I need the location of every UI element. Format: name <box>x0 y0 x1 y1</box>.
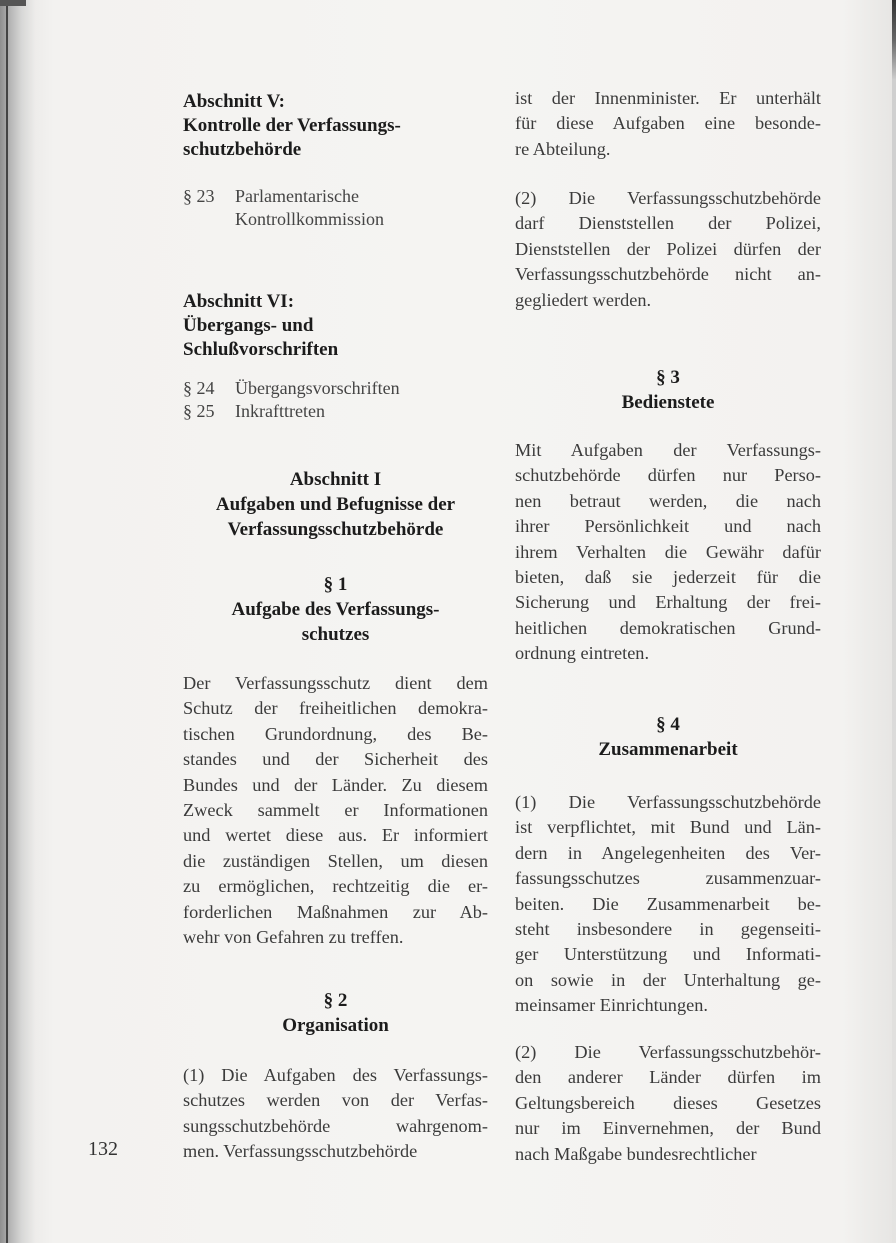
paragraph-sign: § 4 <box>656 714 680 735</box>
text-line: sungsschutzbehörde wahrgenom- <box>183 1115 488 1136</box>
text-line: standes und der Sicherheit des <box>183 749 488 770</box>
toc-heading-line: Übergangs- und <box>183 315 314 336</box>
text-line: (2) Die Verfassungsschutzbehör- <box>515 1042 821 1062</box>
toc-item-title: Inkrafttreten <box>235 401 325 421</box>
text-line: ordnung eintreten. <box>515 643 650 664</box>
page-number: 132 <box>88 1138 118 1160</box>
text-line: (2) Die Verfassungsschutzbehörde <box>515 188 821 208</box>
text-line: ist verpflichtet, mit Bund und Län- <box>515 817 821 838</box>
text-line: zu ermöglichen, rechtzeitig die er- <box>183 876 488 897</box>
page-right-edge <box>892 0 896 1243</box>
book-spine-shadow <box>0 0 36 1243</box>
toc-section-6-list <box>183 377 488 423</box>
text-line: (1) Die Aufgaben des Verfassungs- <box>183 1065 488 1085</box>
text-line: fassungsschutzes zusammenzuar- <box>515 868 821 889</box>
text-line: ihrer Persönlichkeit und nach <box>515 516 821 537</box>
toc-item-line: Parlamentarische <box>235 186 359 206</box>
text-line: on sowie in der Unterhaltung ge- <box>515 969 821 990</box>
toc-section-5-list <box>183 185 488 231</box>
text-line: für diese Aufgaben eine besonde- <box>515 113 821 134</box>
text-line: beiten. Die Zusammenarbeit be- <box>515 893 821 914</box>
par-3-text <box>515 438 821 667</box>
par-2-text-2 <box>515 186 821 313</box>
text-line: Geltungsbereich dieses Gesetzes <box>515 1092 821 1113</box>
text-line: Der Verfassungsschutz dient dem <box>183 673 488 693</box>
text-line: Sicherung und Erhaltung der frei- <box>515 592 821 613</box>
text-line: heitlichen demokratischen Grund- <box>515 617 821 638</box>
toc-item <box>183 377 488 400</box>
par-2-heading <box>183 988 488 1038</box>
text-line: meinsamer Einrichtungen. <box>515 995 708 1016</box>
text-line: gegliedert werden. <box>515 289 652 310</box>
toc-item-number: § 24 <box>183 378 215 398</box>
par-4-heading <box>515 712 821 762</box>
text-line: nach Maßgabe bundesrechtlicher <box>515 1143 757 1164</box>
paragraph-sign: § 2 <box>323 990 348 1011</box>
par-2-text-1 <box>183 1063 488 1165</box>
text-line: nen betraut werden, die nach <box>515 490 821 511</box>
text-line: Dienststellen der Polizei dürfen der <box>515 238 821 259</box>
text-line: ger Unterstützung und Informati- <box>515 944 821 965</box>
par-1-heading <box>183 572 488 647</box>
paragraph-title: Zusammenarbeit <box>598 739 738 760</box>
par-2-text-1-continued <box>515 86 821 162</box>
toc-item-number: § 23 <box>183 186 215 206</box>
chapter-heading-line: Aufgaben und Befugnisse der <box>215 494 456 515</box>
par-1-text <box>183 671 488 950</box>
text-line: men. Verfassungsschutzbehörde <box>183 1141 418 1162</box>
toc-heading-line: Abschnitt V: <box>183 91 285 112</box>
text-line: darf Dienststellen der Polizei, <box>515 213 821 234</box>
toc-item-line: Kontrollkommission <box>235 209 385 229</box>
chapter-heading-line: Verfassungsschutzbehörde <box>227 519 444 540</box>
toc-section-5-heading <box>183 90 488 162</box>
text-line: den anderer Länder dürfen im <box>515 1067 821 1088</box>
paragraph-title-line: Aufgabe des Verfassungs- <box>231 599 440 620</box>
text-line: die zuständigen Stellen, um diesen <box>183 850 488 871</box>
toc-item-title: Übergangsvorschriften <box>235 378 400 398</box>
text-line: nur im Einvernehmen, der Bund <box>515 1118 821 1139</box>
par-3-heading <box>515 365 821 415</box>
text-line: schutzes werden von der Verfas- <box>183 1090 488 1111</box>
toc-item-number: § 25 <box>183 401 215 421</box>
toc-heading-line: Abschnitt VI: <box>183 291 295 312</box>
toc-heading-line: schutzbehörde <box>183 139 302 160</box>
toc-heading-line: Schlußvorschriften <box>183 339 339 360</box>
text-line: steht insbesondere in gegenseiti- <box>515 919 821 940</box>
paragraph-title-line: schutzes <box>301 624 370 645</box>
text-line: (1) Die Verfassungsschutzbehörde <box>515 792 821 812</box>
text-line: Schutz der freiheitlichen demokra- <box>183 698 488 719</box>
text-line: forderlichen Maßnahmen zur Ab- <box>183 901 488 922</box>
toc-item <box>183 400 488 423</box>
toc-heading-line: Kontrolle der Verfassungs- <box>183 115 401 136</box>
text-line: Zweck sammelt er Informationen <box>183 800 488 821</box>
text-line: ihrem Verhalten die Gewähr dafür <box>515 541 821 562</box>
text-line: ist der Innenminister. Er unterhält <box>515 88 821 108</box>
par-4-text-2 <box>515 1040 821 1167</box>
paragraph-title: Bedienstete <box>621 392 715 413</box>
text-line: wehr von Gefahren zu treffen. <box>183 927 404 948</box>
scan-corner-mark <box>0 0 26 6</box>
chapter-heading-line: Abschnitt I <box>289 469 382 490</box>
toc-item-title <box>235 185 488 231</box>
paragraph-sign: § 3 <box>656 367 680 388</box>
text-line: Verfassungsschutzbehörde nicht an- <box>515 264 821 285</box>
paragraph-title: Organisation <box>282 1015 389 1036</box>
paragraph-sign: § 1 <box>323 574 348 595</box>
toc-section-6-heading <box>183 290 488 362</box>
text-line: schutzbehörde dürfen nur Perso- <box>515 465 821 486</box>
text-line: tischen Grundordnung, des Be- <box>183 723 488 744</box>
text-line: bieten, daß sie jederzeit für die <box>515 567 821 588</box>
text-line: dern in Angelegenheiten des Ver- <box>515 842 821 863</box>
text-line: re Abteilung. <box>515 138 611 159</box>
text-line: Bundes und der Länder. Zu diesem <box>183 774 488 795</box>
chapter-1-heading <box>183 467 488 542</box>
toc-item <box>183 185 488 231</box>
text-line: Mit Aufgaben der Verfassungs- <box>515 440 821 460</box>
par-4-text-1 <box>515 790 821 1019</box>
text-line: und wertet diese aus. Er informiert <box>183 825 488 846</box>
